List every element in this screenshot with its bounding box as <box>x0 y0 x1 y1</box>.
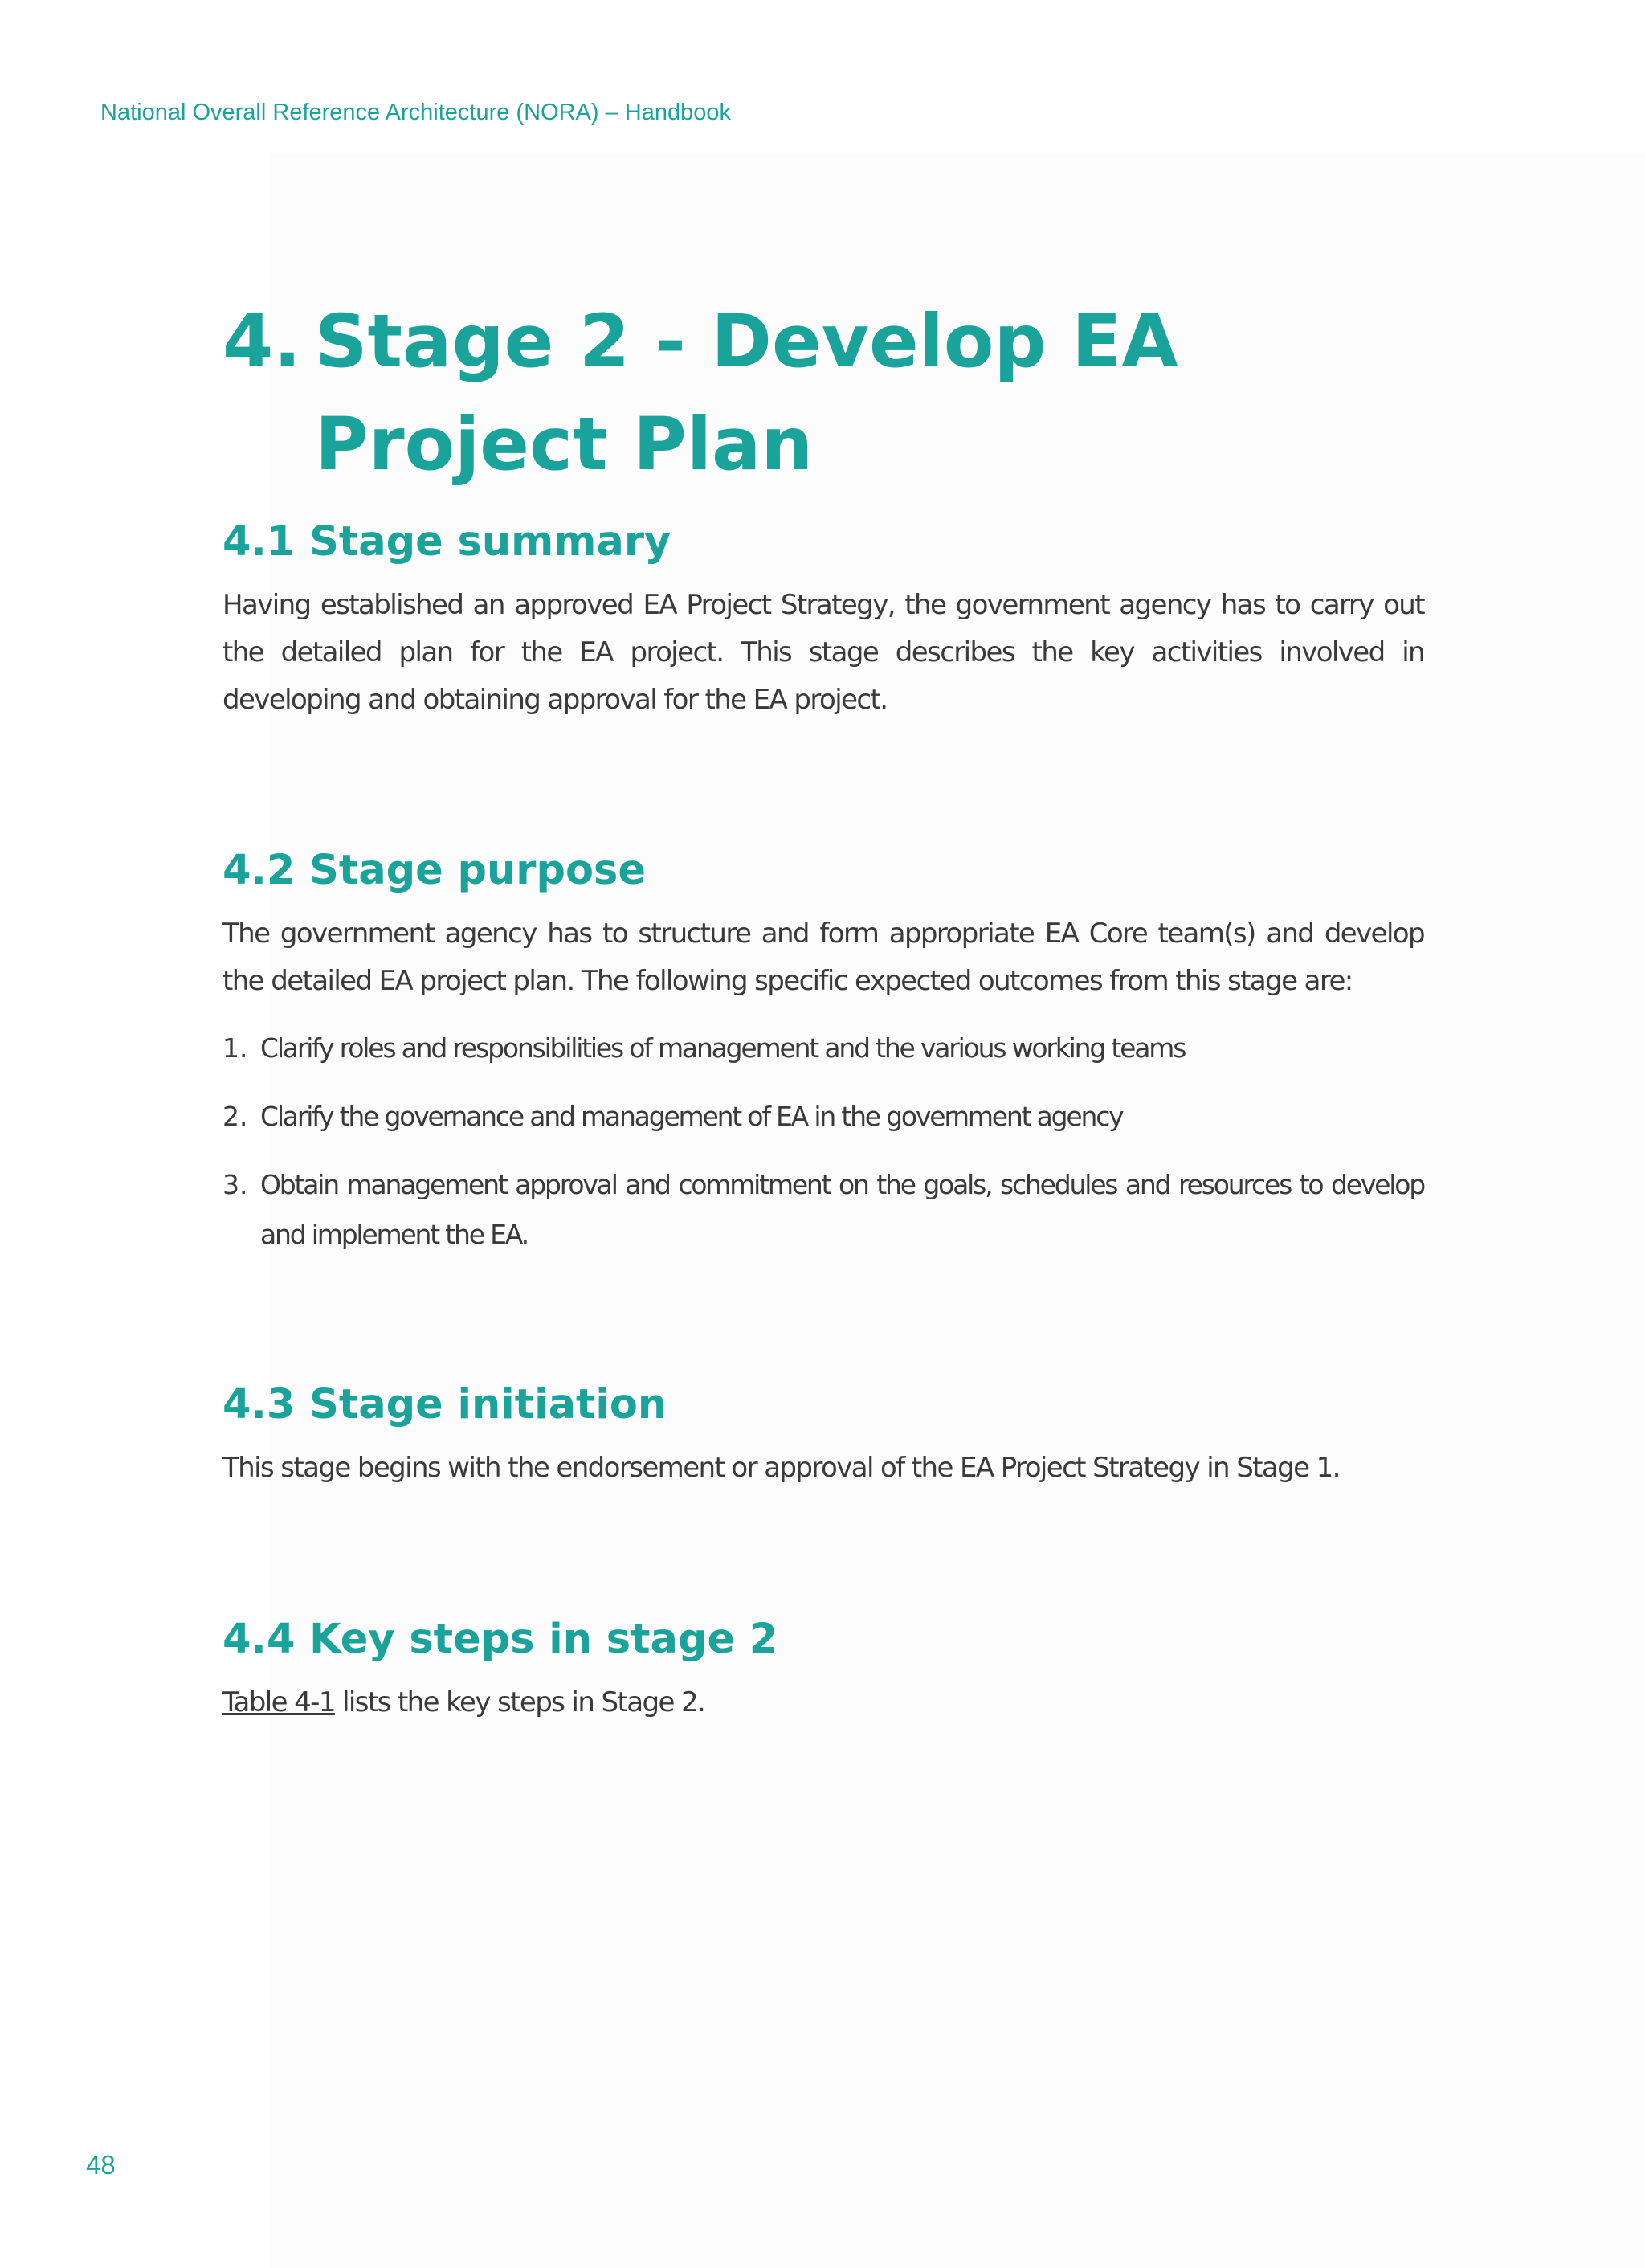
list-item <box>222 1160 1424 1260</box>
chapter-title-text-2: Project Plan <box>315 403 814 487</box>
list-item-text: Clarify roles and responsibilities of management and the various working teams <box>260 1032 1186 1064</box>
section-paragraph: Having established an approved EA Project Strategy, the government agency has to carry out the detailed plan for the EA project. This stage describes the key activities involved in developing and obtaining approval for the EA project. <box>222 589 1424 716</box>
section-key-steps <box>222 1612 1424 1727</box>
page-number: 48 <box>86 2150 116 2180</box>
chapter-number: 4. <box>222 300 301 384</box>
section-stage-purpose <box>222 843 1424 1260</box>
running-header: National Overall Reference Architecture (NORA) – Handbook <box>100 100 731 125</box>
section-paragraph: This stage begins with the endorsement or approval of the EA Project Strategy in Stage 1. <box>222 1452 1340 1484</box>
chapter-title-line-2 <box>222 394 1178 497</box>
list-item-number: 3. <box>222 1169 248 1200</box>
section-heading: 4.1 Stage summary <box>222 518 671 566</box>
chapter-title-text-1: Stage 2 - Develop EA <box>315 300 1178 384</box>
list-item <box>222 1024 1424 1073</box>
expected-outcomes-list <box>222 1024 1424 1260</box>
section-heading: 4.4 Key steps in stage 2 <box>222 1616 778 1663</box>
chapter-title <box>222 291 1178 497</box>
section-paragraph: The government agency has to structure and form appropriate EA Core team(s) and develop the detailed EA project plan. The following specific expected outcomes from this stage are: <box>222 917 1424 997</box>
list-item-text: Clarify the governance and management of EA in the government agency <box>260 1101 1123 1132</box>
section-stage-initiation <box>222 1377 1424 1492</box>
list-item-number: 1. <box>222 1032 248 1064</box>
section-stage-summary <box>222 514 1424 724</box>
chapter-title-line-1 <box>222 291 1178 394</box>
paragraph-text: lists the key steps in Stage 2. <box>334 1686 705 1718</box>
section-heading: 4.2 Stage purpose <box>222 847 646 894</box>
section-heading: 4.3 Stage initiation <box>222 1381 667 1428</box>
list-item-number: 2. <box>222 1101 248 1132</box>
table-reference-link[interactable]: Table 4-1 <box>222 1686 335 1718</box>
list-item-text: Obtain management approval and commitment on the goals, schedules and resources to develop and implement the EA. <box>260 1169 1424 1250</box>
list-item <box>222 1092 1424 1142</box>
section-paragraph <box>222 1679 1424 1727</box>
